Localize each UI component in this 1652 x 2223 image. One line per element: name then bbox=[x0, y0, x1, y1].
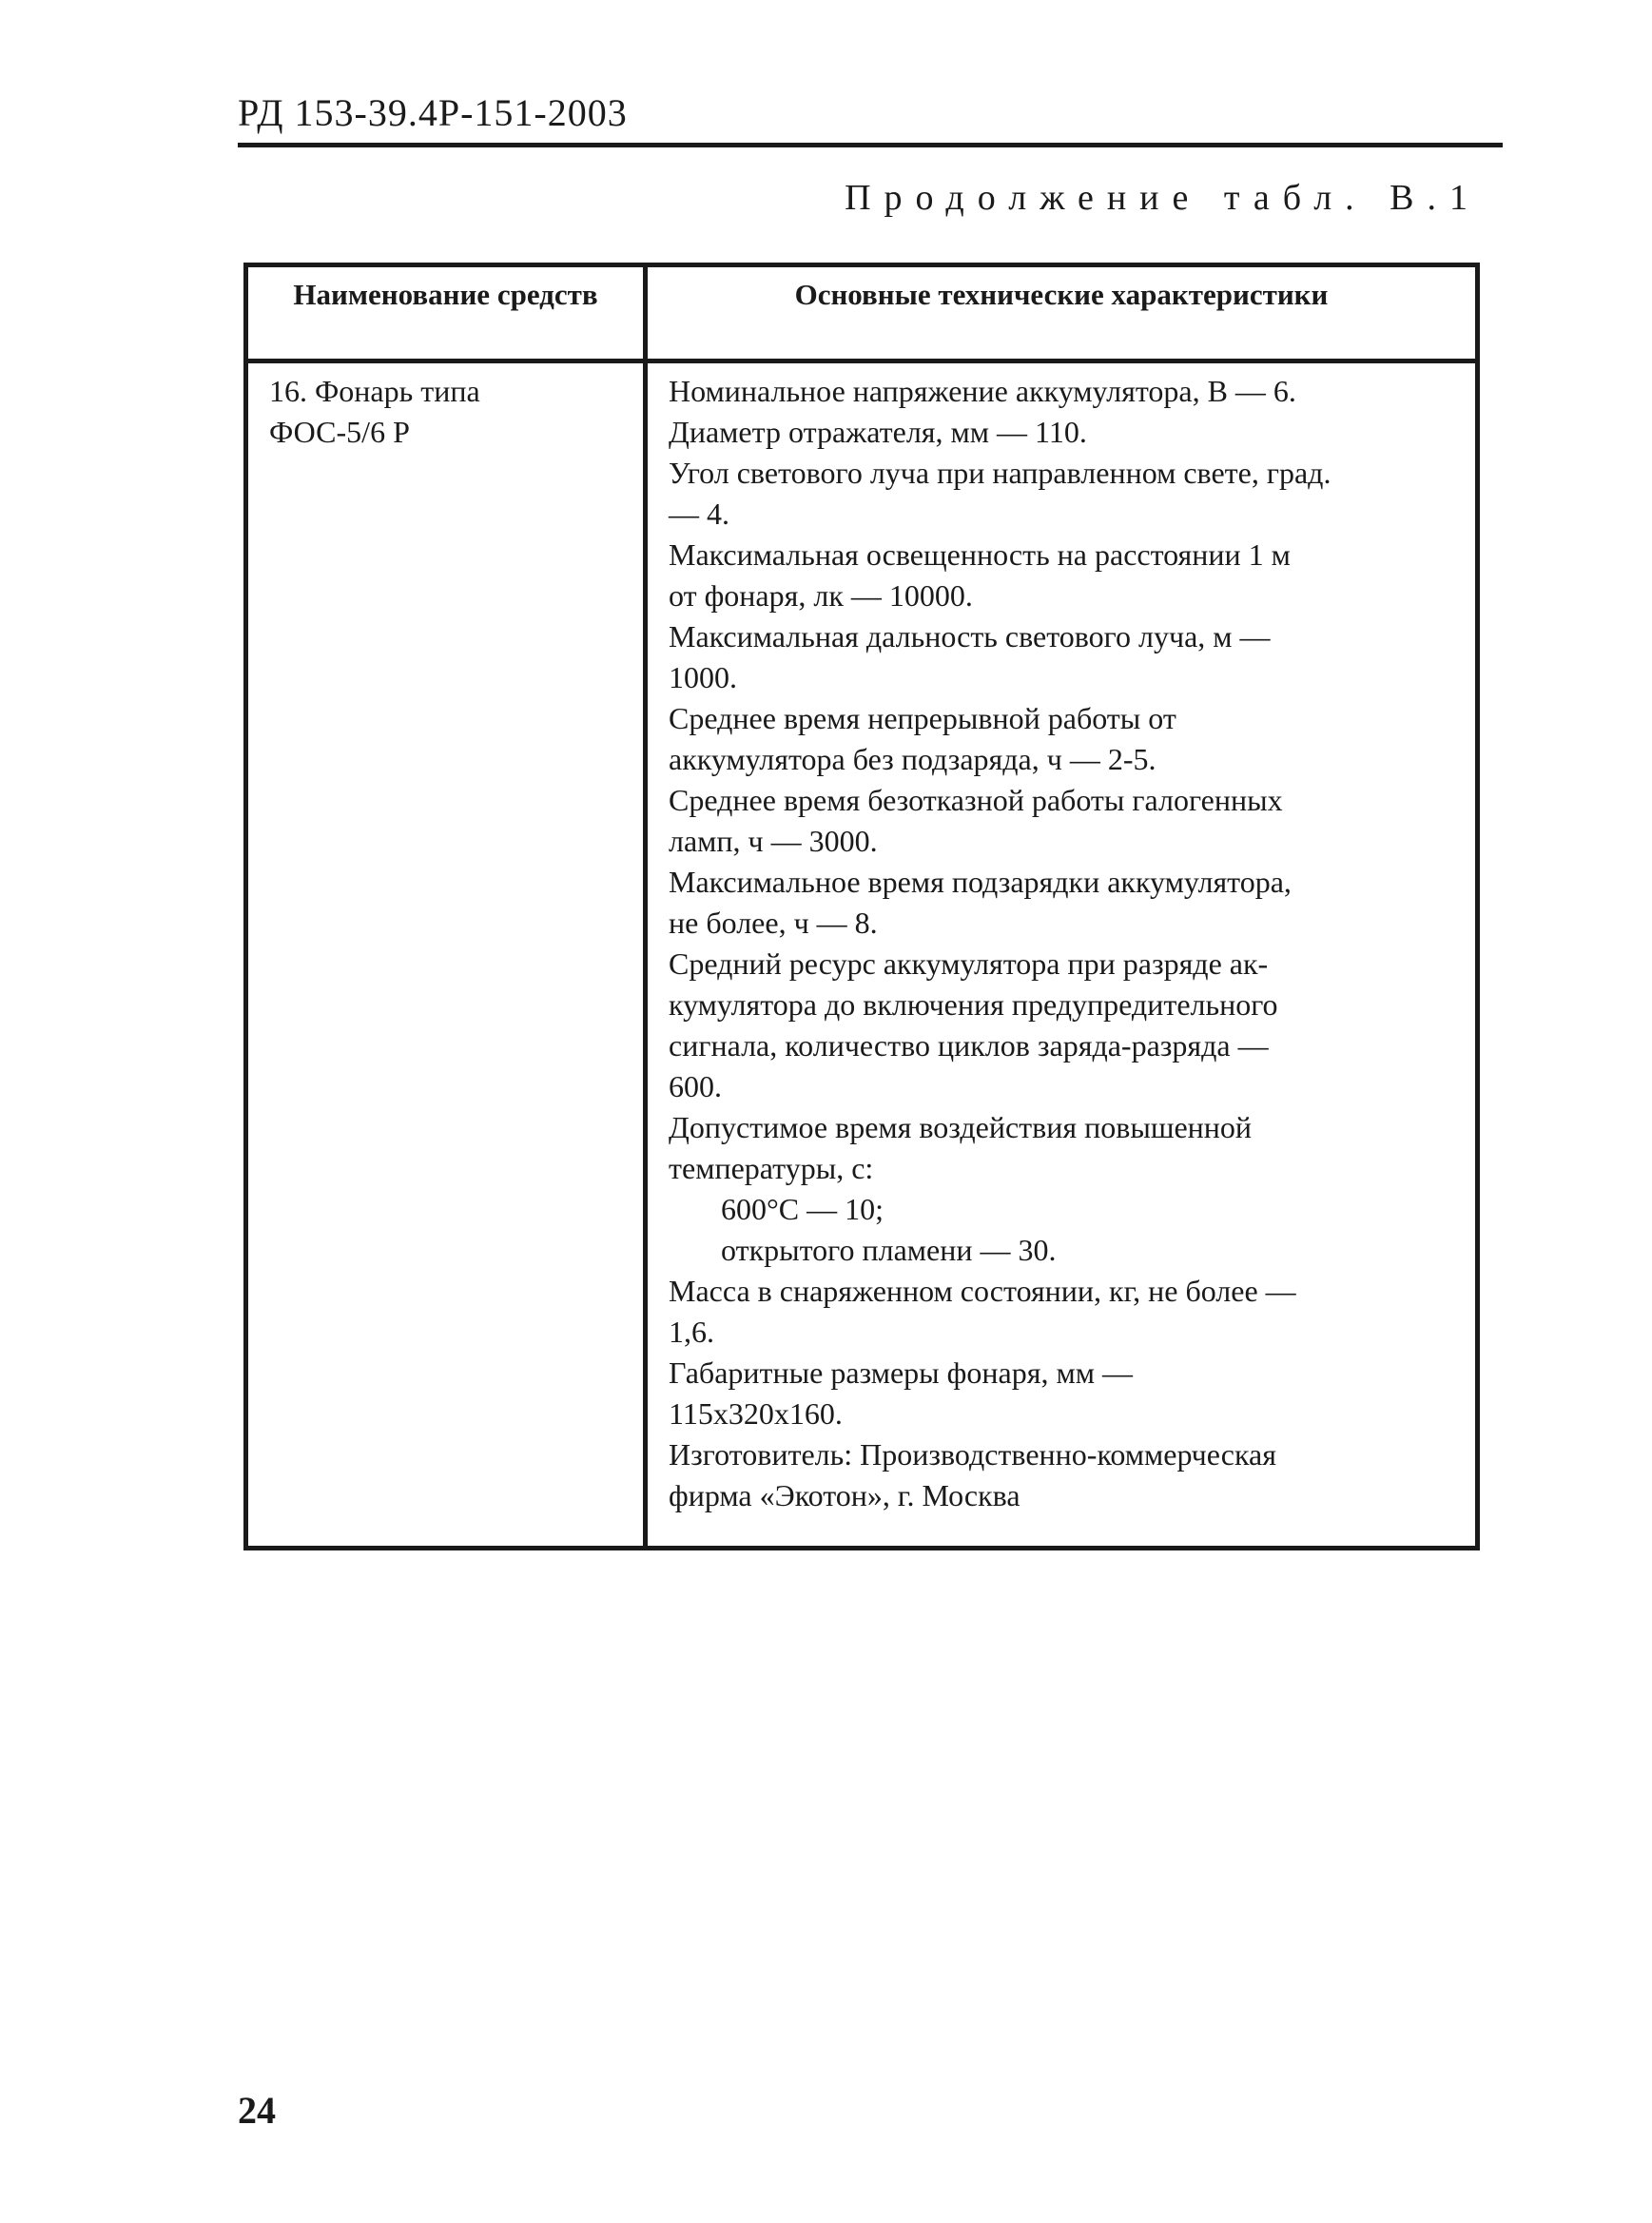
spec-line: Максимальная дальность светового луча, м — bbox=[669, 619, 1271, 653]
page-number: 24 bbox=[238, 2089, 276, 2132]
spec-line: не более, ч — 8. bbox=[669, 906, 878, 940]
spec-line: 1000. bbox=[669, 660, 737, 694]
spec-line: аккумулятора без подзаряда, ч — 2-5. bbox=[669, 742, 1156, 776]
table-row bbox=[246, 361, 1478, 1549]
spec-line: Допустимое время воздействия повышенной bbox=[669, 1110, 1253, 1144]
spec-line: Максимальное время подзарядки аккумулятора, bbox=[669, 865, 1292, 899]
column-header-name: Наименование средств bbox=[246, 265, 646, 361]
spec-line: 600. bbox=[669, 1069, 722, 1103]
table-continuation-caption: Продолжение табл. В.1 bbox=[845, 178, 1481, 218]
spec-line: Средний ресурс аккумулятора при разряде ак- bbox=[669, 946, 1269, 981]
spec-line: Среднее время безотказной работы галогенных bbox=[669, 783, 1283, 817]
equipment-name-line: 16. Фонарь типа bbox=[269, 374, 480, 408]
spec-line: Среднее время непрерывной работы от bbox=[669, 701, 1176, 735]
spec-line: температуры, с: bbox=[669, 1151, 874, 1185]
specifications-table bbox=[243, 263, 1480, 1550]
spec-line: кумулятора до включения предупредительного bbox=[669, 987, 1278, 1022]
spec-line: Изготовитель: Производственно-коммерческая bbox=[669, 1437, 1276, 1472]
spec-line: фирма «Экотон», г. Москва bbox=[669, 1478, 1020, 1512]
document-code: РД 153-39.4Р-151-2003 bbox=[238, 91, 628, 134]
equipment-name-line: ФОС-5/6 Р bbox=[269, 415, 410, 449]
spec-line: ламп, ч — 3000. bbox=[669, 824, 878, 858]
spec-line: 1,6. bbox=[669, 1315, 714, 1349]
spec-line: Угол светового луча при направленном свете, град. bbox=[669, 456, 1331, 490]
equipment-name-cell bbox=[246, 361, 646, 1549]
table-header-row bbox=[246, 265, 1478, 361]
column-header-specs: Основные технические характеристики bbox=[646, 265, 1478, 361]
spec-line-indented: 600°С — 10; bbox=[721, 1192, 884, 1226]
spec-line: — 4. bbox=[669, 497, 729, 531]
spec-line: Диаметр отражателя, мм — 110. bbox=[669, 415, 1087, 449]
spec-line: Масса в снаряженном состоянии, кг, не более — bbox=[669, 1274, 1296, 1308]
spec-line: Номинальное напряжение аккумулятора, В — 6. bbox=[669, 374, 1296, 408]
spec-line: Максимальная освещенность на расстоянии 1 м bbox=[669, 537, 1291, 572]
spec-line: 115х320х160. bbox=[669, 1396, 843, 1431]
specifications-cell bbox=[646, 361, 1478, 1549]
spec-line: от фонаря, лк — 10000. bbox=[669, 578, 973, 613]
spec-line-indented: открытого пламени — 30. bbox=[721, 1233, 1057, 1267]
spec-line: Габаритные размеры фонаря, мм — bbox=[669, 1355, 1133, 1390]
spec-line: сигнала, количество циклов заряда-разряда — bbox=[669, 1028, 1269, 1063]
header-rule bbox=[238, 143, 1503, 147]
